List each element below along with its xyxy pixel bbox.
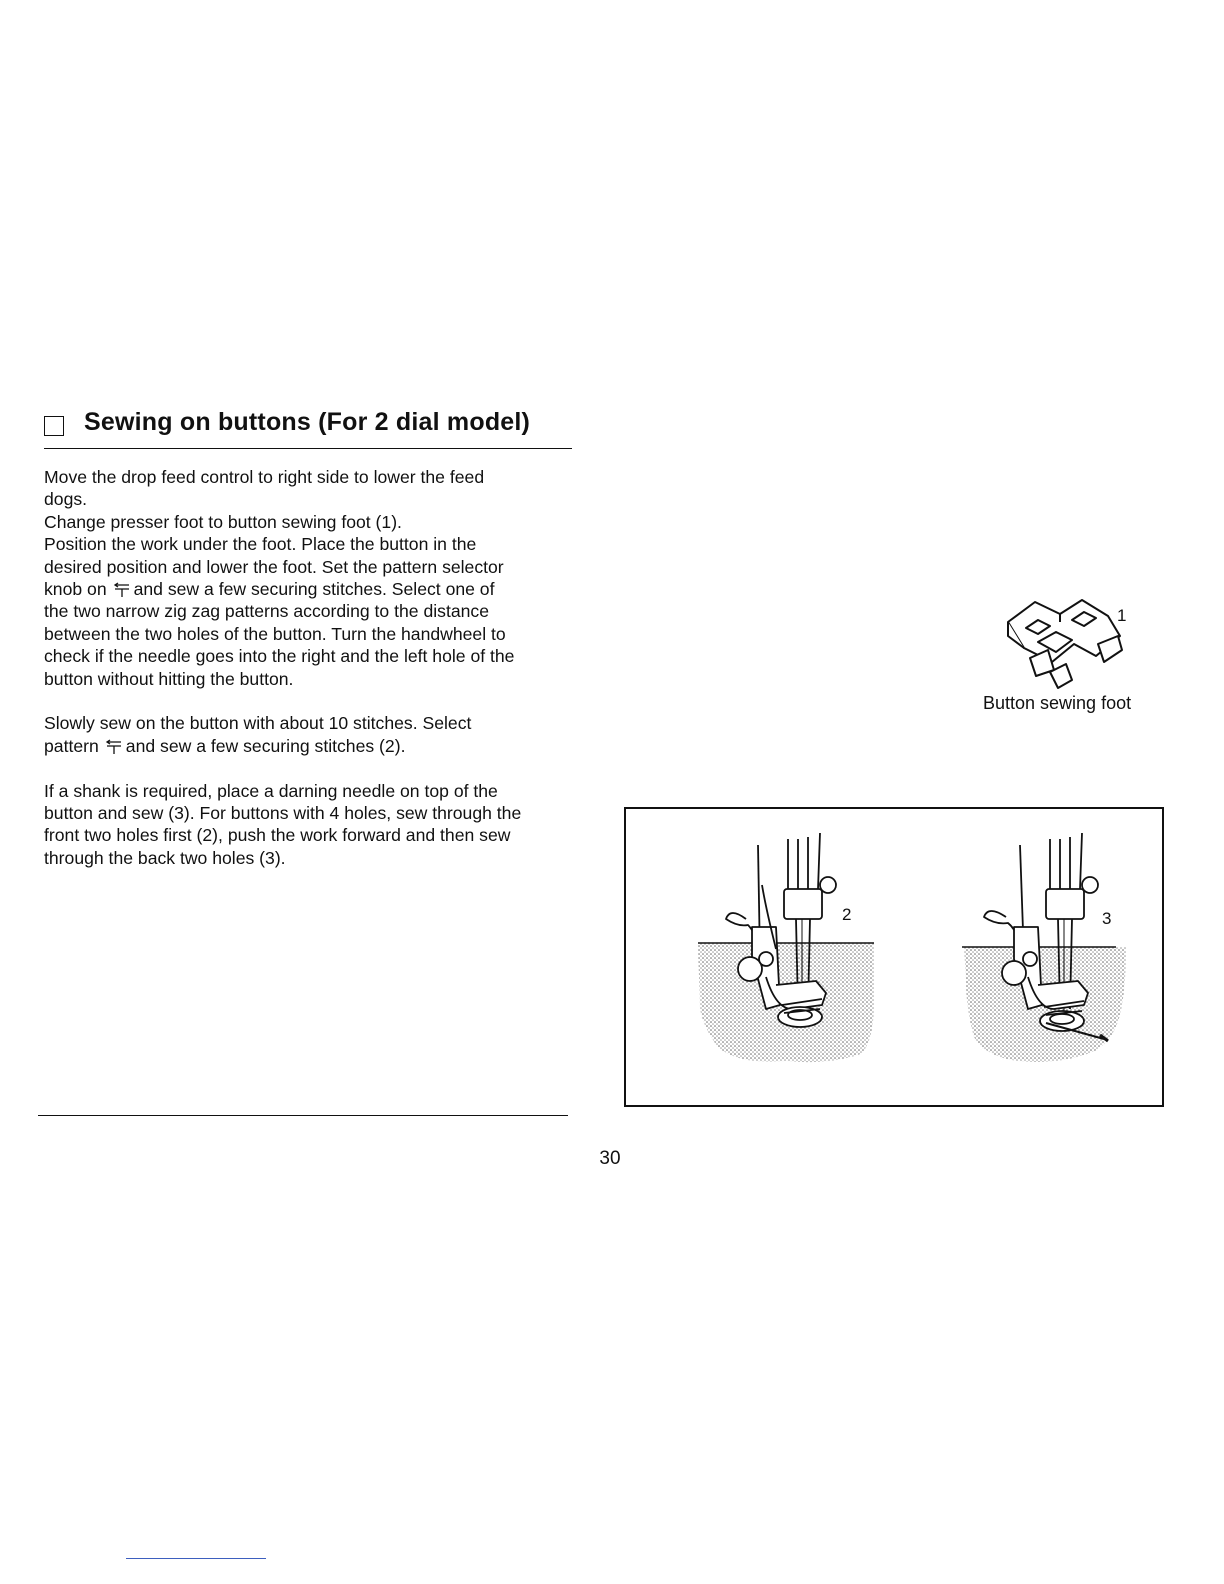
- instructions-text: [44, 466, 574, 869]
- illustration-right: [962, 833, 1126, 1062]
- straight-stitch-pattern-icon: [113, 580, 131, 598]
- bottom-rule: [38, 1115, 568, 1116]
- callout-3: 3: [1102, 909, 1112, 928]
- text-line: button without hitting the button.: [44, 668, 294, 689]
- text-line: front two holes first (2), push the work forward and then sew: [44, 825, 511, 846]
- callout-1: 1: [1117, 606, 1127, 625]
- empty-square-icon: [44, 416, 64, 436]
- text-line: between the two holes of the button. Turn the handwheel to: [44, 623, 506, 644]
- section-heading: [44, 406, 572, 449]
- text-line: through the back two holes (3).: [44, 847, 286, 868]
- text-line: Move the drop feed control to right side to lower the feed: [44, 467, 485, 487]
- text-line: button and sew (3). For buttons with 4 holes, sew through the: [44, 803, 522, 824]
- sewing-illustration-frame: [624, 807, 1164, 1107]
- text-line: dogs.: [44, 489, 88, 510]
- page-number: 30: [599, 1148, 621, 1169]
- text-fragment: pattern: [44, 735, 99, 756]
- button-sewing-foot-illustration: [1000, 592, 1130, 692]
- illustration-left: [698, 833, 874, 1062]
- foot-caption: Button sewing foot: [983, 693, 1132, 713]
- straight-stitch-pattern-icon: [105, 737, 123, 755]
- text-line: check if the needle goes into the right and the left hole of the: [44, 646, 515, 667]
- text-line: desired position and lower the foot. Set the pattern selector: [44, 556, 504, 577]
- text-fragment: and sew a few securing stitches (2).: [125, 735, 406, 756]
- text-line: If a shank is required, place a darning needle on top of the: [44, 780, 498, 801]
- text-line: Change presser foot to button sewing foot (1).: [44, 511, 402, 532]
- footer-rule: [126, 1558, 266, 1559]
- callout-2: 2: [842, 905, 852, 924]
- section-title: Sewing on buttons (For 2 dial model): [84, 408, 531, 436]
- text-fragment: and sew a few securing stitches. Select one of: [133, 579, 495, 600]
- text-line: Slowly sew on the button with about 10 stitches. Select: [44, 713, 472, 734]
- text-fragment: knob on: [44, 579, 107, 600]
- text-line: [44, 578, 574, 600]
- text-line: [44, 735, 574, 757]
- text-line: the two narrow zig zag patterns according to the distance: [44, 601, 489, 622]
- text-line: Position the work under the foot. Place the button in the: [44, 534, 477, 555]
